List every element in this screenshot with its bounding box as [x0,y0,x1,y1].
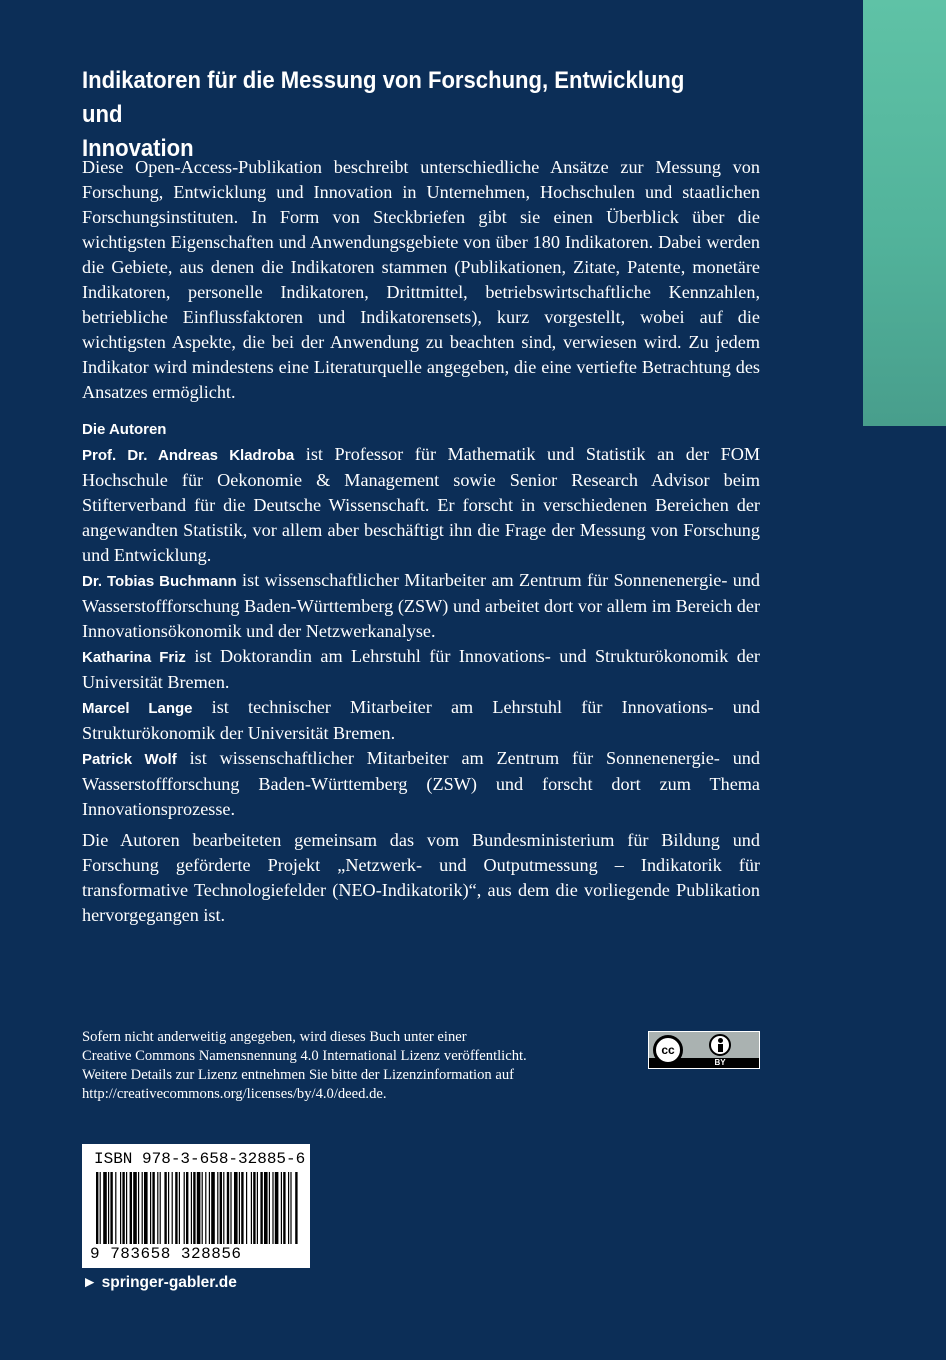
isbn-label: ISBN 978-3-658-32885-6 [94,1150,306,1168]
accent-strip [863,0,946,426]
author-entry [82,746,760,822]
author-entry [82,568,760,644]
authors-section [82,417,760,822]
author-name: Katharina Friz [82,649,186,666]
author-name: Dr. Tobias Buchmann [82,573,237,590]
author-entry [82,442,760,568]
author-name: Marcel Lange [82,700,193,717]
attribution-icon [709,1034,731,1056]
author-entry [82,695,760,746]
license-line: Sofern nicht anderweitig angegeben, wird dieses Buch unter einer [82,1029,467,1045]
barcode-digits: 9 783658 328856 [90,1245,242,1263]
authors-heading: Die Autoren [82,421,167,438]
project-text: Die Autoren bearbeiteten gemeinsam das vom Bundesministerium für Bildung und Forschung geförderte Projekt „Netzwerk- und Outputmessung – Indikatorik für transformative Technologiefelder (NEO-Indikatorik)“, aus dem die vorliegende Publikation hervorgegangen ist. [82,830,760,925]
author-bio: ist Doktorandin am Lehrstuhl für Innovations- und Strukturökonomik der Universität Bremen. [82,646,760,692]
by-label: BY [714,1058,726,1067]
license-text [82,1028,602,1104]
author-entry [82,644,760,695]
author-bio: ist technischer Mitarbeiter am Lehrstuhl für Innovations- und Strukturökonomik der Universität Bremen. [82,697,760,743]
author-name: Prof. Dr. Andreas Kladroba [82,447,295,464]
author-name: Patrick Wolf [82,751,177,768]
author-bio: ist wissenschaftlicher Mitarbeiter am Zentrum für Sonnenenergie- und Wasserstoffforschung Baden-Württemberg (ZSW) und arbeitet dort vor allem im Bereich der Innovationsökonomik und der Netzwerkanalyse. [82,570,761,641]
barcode-bars-icon [92,1172,300,1244]
barcode [82,1144,310,1268]
author-bio: ist wissenschaftlicher Mitarbeiter am Zentrum für Sonnenenergie- und Wasserstoffforschung Baden-Württemberg (ZSW) und forscht dort zum Thema Innovationsprozesse. [82,748,760,819]
license-link[interactable]: http://creativecommons.org/licenses/by/4.0/deed.de. [82,1086,387,1102]
author-bio: ist Professor für Mathematik und Statistik an der FOM Hochschule für Oekonomie & Management sowie Senior Research Advisor beim Stifterverband für die Deutsche Wissenschaft. Er forscht in verschiedenen Bereichen der angewandten Statistik, vor allem aber beschäftigt ihn die Frage der Messung von Forschung und Entwicklung. [82,444,760,565]
cc-by-icon [648,1031,760,1069]
cc-icon: cc [653,1035,683,1065]
publisher-link[interactable]: ► springer-gabler.de [82,1274,237,1291]
book-title: Indikatoren für die Messung von Forschung, Entwicklung und Innovation [82,67,685,162]
abstract-text: Diese Open-Access-Publikation beschreibt unterschiedliche Ansätze zur Messung von Forschung, Entwicklung und Innovation in Unternehmen, Hochschulen und staatlichen Forschungsinstituten. In Form von Steckbriefen gibt sie einen Überblick über die wichtigsten Eigenschaften und Anwendungsgebiete von über 180 Indikatoren. Dabei werden die Gebiete, aus denen die Indikatoren stammen (Publikationen, Zitate, Patente, monetäre Indikatoren, personelle Indikatoren, Drittmittel, betriebswirtschaftliche Kennzahlen, betriebliche Einflussfaktoren und Indikatorensets), kurz vorgestellt, wobei auf die wichtigsten Aspekte, die bei der Anwendung zu beachten sind, verwiesen wird. Zu jedem Indikator wird mindestens eine Literaturquelle angegeben, die eine vertiefte Betrachtung des Ansatzes ermöglicht. [82,157,760,402]
license-line: Creative Commons Namensnennung 4.0 International Lizenz veröffentlicht. [82,1048,527,1064]
license-line: Weitere Details zur Lizenz entnehmen Sie bitte der Lizenzinformation auf [82,1067,514,1083]
